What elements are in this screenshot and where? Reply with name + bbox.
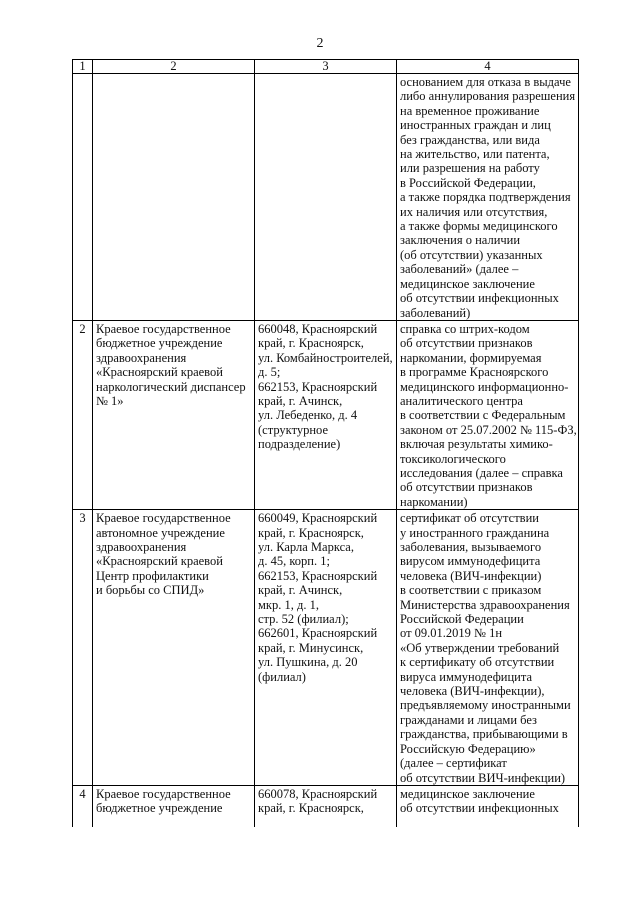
text-line: 662601, Красноярский — [258, 626, 378, 641]
text-line: медицинское заключение — [400, 786, 535, 801]
text-line: гражданства, прибывающими в — [400, 727, 568, 742]
row-number: 2 — [73, 320, 93, 509]
text-line: ул. Лебеденко, д. 4 — [258, 408, 358, 423]
text-line: в соответствии с приказом — [400, 583, 542, 598]
text-line: заболеваний) — [400, 305, 471, 320]
document-cell — [397, 785, 579, 827]
text-line: в Российской Федерации, — [400, 175, 536, 190]
text-line: стр. 52 (филиал); — [258, 612, 349, 627]
text-line: бюджетное учреждение — [96, 336, 223, 351]
text-line: в программе Красноярского — [400, 365, 549, 380]
address-cell — [255, 74, 397, 321]
organizations-table — [72, 59, 579, 827]
text-line: Краевое государственное — [96, 786, 231, 801]
organization-cell — [93, 320, 255, 509]
row-number — [73, 74, 93, 321]
text-line: исследования (далее – справка — [400, 465, 563, 480]
column-header: 4 — [397, 60, 579, 74]
text-line: (филиал) — [258, 669, 306, 684]
text-line: и борьбы со СПИД» — [96, 583, 205, 598]
table-header-row — [73, 60, 579, 74]
text-line: Центр профилактики — [96, 568, 209, 583]
text-line: об отсутствии инфекционных — [400, 801, 559, 816]
text-line: здравоохранения — [96, 540, 187, 554]
text-line: (структурное — [258, 422, 329, 437]
text-line: заболевания, вызываемого — [400, 540, 542, 554]
text-line: вируса иммунодефицита — [400, 669, 533, 684]
text-line: об отсутствии признаков — [400, 336, 533, 351]
text-line: их наличия или отсутствия, — [400, 204, 548, 219]
text-line: сертификат об отсутствии — [400, 511, 539, 526]
text-line: «Красноярский краевой — [96, 554, 223, 569]
text-line: а также формы медицинского — [400, 219, 558, 234]
text-line: 662153, Красноярский — [258, 568, 378, 583]
text-line: подразделение) — [258, 437, 341, 452]
text-line: край, г. Красноярск, — [258, 336, 364, 351]
text-line: аналитического центра — [400, 393, 523, 408]
text-line: вирусом иммунодефицита — [400, 554, 541, 569]
organization-cell — [93, 785, 255, 827]
text-line: либо аннулирования разрешения — [400, 89, 576, 104]
text-line: наркомании, формируемая — [400, 350, 542, 365]
text-line: край, г. Красноярск, — [258, 801, 364, 816]
table-row — [73, 74, 579, 321]
text-line: 660078, Красноярский — [258, 786, 378, 801]
text-line: (далее – сертификат — [400, 756, 507, 771]
text-line: основанием для отказа в выдаче — [400, 75, 571, 89]
text-line: ул. Карла Маркса, — [258, 540, 354, 554]
text-line: край, г. Ачинск, — [258, 583, 343, 598]
text-line: автономное учреждение — [96, 525, 225, 540]
text-line: «Об утверждении требований — [400, 640, 560, 655]
text-line: у иностранного гражданина — [400, 525, 550, 540]
text-line: Российской Федерации — [400, 612, 524, 627]
text-line: к сертификату об отсутствии — [400, 655, 555, 670]
document-cell — [397, 510, 579, 786]
organization-cell — [93, 74, 255, 321]
document-cell — [397, 320, 579, 509]
table-row — [73, 510, 579, 786]
text-line: 662153, Красноярский — [258, 379, 378, 394]
text-line: об отсутствии инфекционных — [400, 291, 559, 306]
text-line: законом от 25.07.2002 № 115-ФЗ, — [400, 422, 577, 437]
text-line: токсикологического — [400, 451, 506, 466]
table-row — [73, 320, 579, 509]
text-line: а также порядка подтверждения — [400, 190, 571, 205]
text-line: мкр. 1, д. 1, — [258, 597, 319, 612]
text-line: д. 5; — [258, 365, 281, 380]
text-line: наркомании) — [400, 494, 468, 509]
text-line: здравоохранения — [96, 350, 187, 365]
text-line: бюджетное учреждение — [96, 801, 223, 816]
text-line: № 1» — [96, 393, 124, 408]
text-line: ул. Комбайностроителей, — [258, 350, 393, 365]
text-line: 660048, Красноярский — [258, 321, 378, 336]
text-line: предъявляемому иностранными — [400, 698, 571, 713]
text-line: заболеваний» (далее – — [400, 262, 519, 277]
text-line: медицинское заключение — [400, 276, 535, 291]
column-header: 1 — [73, 60, 93, 74]
text-line: гражданами и лицами без — [400, 712, 537, 727]
address-cell — [255, 320, 397, 509]
text-line: человека (ВИЧ-инфекции) — [400, 568, 542, 583]
address-cell — [255, 785, 397, 827]
text-line: ул. Пушкина, д. 20 — [258, 655, 358, 670]
text-line: на временное проживание — [400, 103, 540, 118]
page-number: 2 — [316, 36, 324, 51]
text-line: или разрешения на работу — [400, 161, 540, 176]
row-number: 4 — [73, 785, 93, 827]
text-line: в соответствии с Федеральным — [400, 408, 566, 423]
text-line: «Красноярский краевой — [96, 365, 223, 380]
text-line: наркологический диспансер — [96, 379, 246, 394]
address-cell — [255, 510, 397, 786]
text-line: без гражданства, или вида — [400, 132, 540, 147]
organization-cell — [93, 510, 255, 786]
text-line: заключения о наличии — [400, 233, 521, 248]
text-line: медицинского информационно- — [400, 379, 569, 394]
text-line: Краевое государственное — [96, 321, 231, 336]
document-cell — [397, 74, 579, 321]
text-line: Министерства здравоохранения — [400, 597, 570, 612]
text-line: Российскую Федерацию» — [400, 741, 536, 756]
text-line: край, г. Минусинск, — [258, 640, 364, 655]
row-number: 3 — [73, 510, 93, 786]
text-line: край, г. Ачинск, — [258, 393, 343, 408]
text-line: край, г. Красноярск, — [258, 525, 364, 540]
text-line: (об отсутствии) указанных — [400, 247, 543, 262]
text-line: д. 45, корп. 1; — [258, 554, 330, 569]
text-line: от 09.01.2019 № 1н — [400, 626, 503, 641]
table-row — [73, 785, 579, 827]
text-line: на жительство, или патента, — [400, 147, 550, 162]
text-line: справка со штрих-кодом — [400, 321, 530, 336]
text-line: об отсутствии ВИЧ-инфекции) — [400, 770, 566, 785]
column-header: 2 — [93, 60, 255, 74]
column-header: 3 — [255, 60, 397, 74]
text-line: 660049, Красноярский — [258, 511, 378, 526]
text-line: об отсутствии признаков — [400, 480, 533, 495]
text-line: иностранных граждан и лиц — [400, 118, 551, 133]
text-line: включая результаты химико- — [400, 437, 553, 452]
text-line: человека (ВИЧ-инфекции), — [400, 684, 545, 699]
text-line: Краевое государственное — [96, 511, 231, 526]
